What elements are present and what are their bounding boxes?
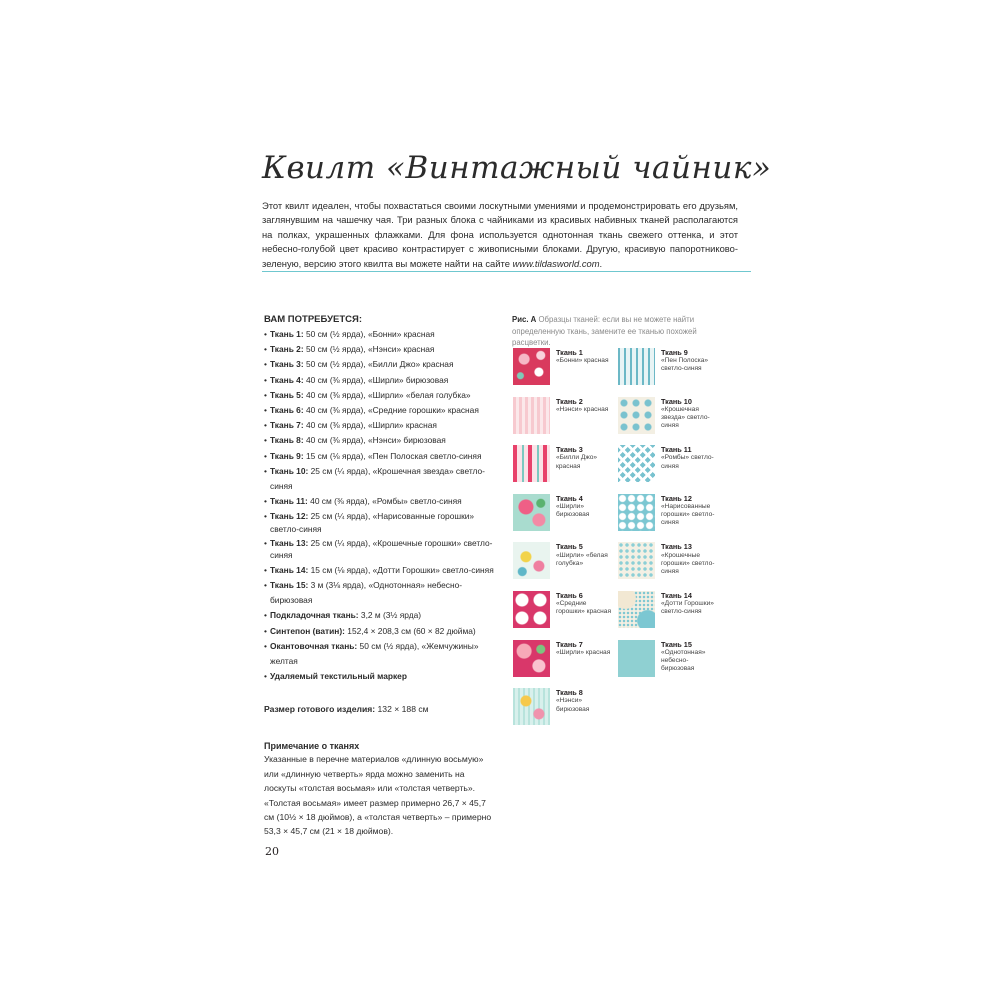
fabric-swatch-name: Ткань 4 xyxy=(556,493,583,503)
materials-item-name: Окантовочная ткань: xyxy=(270,640,358,651)
fabric-swatch-label xyxy=(661,641,719,674)
fabric-swatch-label xyxy=(661,592,719,617)
materials-item-name: Ткань 3: xyxy=(270,359,304,370)
fabric-swatch-label xyxy=(556,592,614,617)
fabric-swatch-7 xyxy=(513,640,550,677)
intro-text: Этот квилт идеален, чтобы похвастаться своими лоскутными умениями и продемонстрировать его друзьям, заглянувшим на чашечку чая. Три разных блока с чайниками из красивых набивных тканей располагаются на полках, украшенных флажками. Для фона используется однотонная ткань свежего оттенка, и этот небесно-голубой цвет красиво контрастирует с живописными блоками. Другую, красивую папоротниково-зеленую, версию этого квилта вы можете найти на сайте xyxy=(262,200,738,269)
intro-end: . xyxy=(599,257,603,269)
materials-item-desc: 3,2 м (3½ ярда) xyxy=(358,610,422,621)
fabric-swatch-label xyxy=(661,495,719,528)
materials-item-name: Удаляемый текстильный маркер xyxy=(270,671,407,682)
section-divider xyxy=(262,271,751,272)
fabric-swatch-label xyxy=(556,446,614,471)
fabric-swatch-3 xyxy=(513,445,550,482)
materials-item-desc: 50 см (½ ярда), «Билли Джо» красная xyxy=(303,359,454,370)
materials-item-desc: 40 см (⅜ ярда), «Нэнси» бирюзовая xyxy=(303,435,446,446)
fabric-swatch-label xyxy=(661,543,719,576)
materials-item-name: Ткань 2: xyxy=(270,344,304,355)
fabric-swatch-desc: «Нарисованные горошки» светло-синяя xyxy=(661,503,715,527)
materials-item xyxy=(264,669,496,684)
materials-item xyxy=(264,357,496,372)
fabric-swatch-8 xyxy=(513,688,550,725)
fabric-swatch-name: Ткань 5 xyxy=(556,542,583,552)
fabric-note-body: Указанные в перечне материалов «длинную восьмую» или «длинную четверть» ярда можно заменить на лоскуты «толстая восьмая» или «толстая четверть». «Толстая восьмая» имеет размер примерно 26,7 × 45,7 см (10½ × 18 дюймов), а «толстая четверть» – примерно 53,3 × 45,7 см (21 × 18 дюймов). xyxy=(264,754,492,837)
materials-list xyxy=(264,327,496,684)
fabric-swatch-13 xyxy=(618,542,655,579)
materials-item xyxy=(264,608,496,623)
fabric-swatch-desc: «Средние горошки» красная xyxy=(556,600,612,616)
fabric-swatch-desc: «Крошечные горошки» светло-синяя xyxy=(661,551,715,575)
fabric-swatch-name: Ткань 6 xyxy=(556,591,583,600)
fabric-swatch-name: Ткань 8 xyxy=(556,688,583,698)
fabric-swatch-desc: «Нэнси» бирюзовая xyxy=(556,697,590,713)
fabric-swatch-desc: «Однотонная» небесно-бирюзовая xyxy=(661,648,706,673)
materials-item-name: Ткань 1: xyxy=(270,329,304,339)
materials-item-desc: 15 см (⅛ ярда), «Дотти Горошки» светло-синяя xyxy=(308,564,494,575)
fabric-swatch-name: Ткань 10 xyxy=(661,396,692,406)
fabric-swatch-desc: «Билли Джо» красная xyxy=(556,454,598,470)
fabric-swatch-name: Ткань 1 xyxy=(556,348,583,357)
fabric-swatch-desc: «Ширли» красная xyxy=(556,648,611,656)
materials-item-desc: 25 см (¼ ярда), «Крошечные горошки» светло-синяя xyxy=(270,537,493,561)
materials-item-name: Синтепон (ватин): xyxy=(270,625,345,636)
materials-item-desc: 25 см (¼ ярда), «Нарисованные горошки» светло-синяя xyxy=(270,511,475,535)
fabric-swatch-14 xyxy=(618,591,655,628)
materials-item-desc: 40 см (⅜ ярда), «Ширли» «белая голубка» xyxy=(303,389,471,400)
fabric-swatch-label xyxy=(556,398,614,414)
materials-item-name: Ткань 6: xyxy=(270,405,304,416)
materials-item-desc: 40 см (⅜ ярда), «Ромбы» светло-синяя xyxy=(307,496,462,507)
fabric-swatch-11 xyxy=(618,445,655,482)
materials-item-desc: 40 см (⅜ ярда), «Средние горошки» красная xyxy=(303,405,479,416)
materials-item-desc: 15 см (⅛ ярда), «Пен Полоская светло-синяя xyxy=(303,450,482,461)
fabric-swatch-desc: «Ромбы» светло-синяя xyxy=(661,454,714,470)
fabric-swatch-name: Ткань 2 xyxy=(556,396,583,406)
intro-paragraph xyxy=(262,199,738,271)
materials-item-desc: 50 см (½ ярда), «Бонни» красная xyxy=(303,329,435,339)
materials-item-name: Ткань 12: xyxy=(270,511,309,522)
figure-caption xyxy=(512,314,737,349)
materials-item-desc: 3 м (3⅛ ярда), «Однотонная» небесно-бирюзовая xyxy=(270,580,463,606)
materials-item-name: Подкладочная ткань: xyxy=(270,610,359,621)
fabric-swatch-name: Ткань 15 xyxy=(661,639,692,649)
materials-item-desc: 50 см (½ ярда), «Жемчужины» желтая xyxy=(270,640,479,667)
materials-item xyxy=(264,510,496,535)
fabric-swatch-label xyxy=(556,495,614,520)
materials-item-name: Ткань 13: xyxy=(270,537,309,548)
materials-item-name: Ткань 9: xyxy=(270,450,304,461)
fabric-swatch-2 xyxy=(513,397,550,434)
materials-item-name: Ткань 14: xyxy=(270,564,309,575)
fabric-swatch-9 xyxy=(618,348,655,385)
page-title: Квилт «Винтажный чайник» xyxy=(262,150,772,186)
fabric-swatch-6 xyxy=(513,591,550,628)
fabric-swatch-4 xyxy=(513,494,550,531)
fabric-swatch-desc: «Дотти Горошки» светло-синяя xyxy=(661,600,714,616)
fabric-swatch-1 xyxy=(513,348,550,385)
fabric-swatch-name: Ткань 9 xyxy=(661,348,688,357)
materials-item xyxy=(264,433,496,448)
materials-item xyxy=(264,563,496,578)
materials-item xyxy=(264,449,496,464)
materials-item xyxy=(264,464,496,494)
fabric-swatch-name: Ткань 12 xyxy=(661,493,692,503)
materials-item-name: Ткань 5: xyxy=(270,389,304,400)
materials-item-desc: 152,4 × 208,3 см (60 × 82 дюйма) xyxy=(344,625,476,636)
materials-item-name: Ткань 10: xyxy=(270,465,309,476)
fabric-swatch-label xyxy=(556,641,614,657)
materials-item xyxy=(264,624,496,639)
fabric-swatch-label xyxy=(556,543,614,568)
fabric-swatch-name: Ткань 3 xyxy=(556,445,583,455)
fabric-swatch-label xyxy=(661,349,719,374)
materials-item xyxy=(264,494,496,509)
materials-item-desc: 40 см (⅜ ярда), «Ширли» бирюзовая xyxy=(303,374,449,385)
fabric-swatch-desc: «Бонни» красная xyxy=(556,357,609,365)
fabric-swatch-label xyxy=(661,398,719,431)
materials-item xyxy=(264,639,496,669)
materials-item xyxy=(264,537,496,562)
fabric-swatch-label xyxy=(661,446,719,471)
materials-item xyxy=(264,342,496,357)
fabric-swatch-label xyxy=(556,349,614,365)
fabric-swatch-desc: «Нэнси» красная xyxy=(556,405,609,413)
finished-size-label: Размер готового изделия: xyxy=(264,704,376,715)
materials-heading: ВАМ ПОТРЕБУЕТСЯ: xyxy=(264,314,362,325)
materials-item-name: Ткань 15: xyxy=(270,580,309,591)
materials-item xyxy=(264,327,496,342)
fabric-swatch-12 xyxy=(618,494,655,531)
fabric-swatch-name: Ткань 13 xyxy=(661,542,692,552)
materials-item-desc: 25 см (¼ ярда), «Крошечная звезда» светло-синяя xyxy=(270,465,485,492)
figure-caption-text: Образцы тканей: если вы не можете найти определенную ткань, замените ее тканью похожей расцветки. xyxy=(512,315,697,347)
materials-item-name: Ткань 8: xyxy=(270,435,304,446)
materials-item-name: Ткань 7: xyxy=(270,420,304,431)
fabric-swatch-15 xyxy=(618,640,655,677)
materials-item xyxy=(264,388,496,403)
fabric-swatch-desc: «Крошечная звезда» светло-синяя xyxy=(661,405,710,430)
materials-item-name: Ткань 4: xyxy=(270,374,304,385)
fabric-swatch-desc: «Пен Полоска» светло-синяя xyxy=(661,357,709,373)
fabric-swatch-name: Ткань 11 xyxy=(661,445,692,455)
materials-item xyxy=(264,418,496,433)
materials-item xyxy=(264,373,496,388)
materials-item-name: Ткань 11: xyxy=(270,496,308,507)
finished-size-value: 132 × 188 см xyxy=(375,704,429,715)
figure-label: Рис. А xyxy=(512,315,537,324)
website-link[interactable]: www.tildasworld.com xyxy=(512,257,600,269)
materials-column xyxy=(264,314,496,839)
materials-item-desc: 40 см (⅜ ярда), «Ширли» красная xyxy=(303,420,437,431)
fabric-swatch-label xyxy=(556,689,614,714)
fabric-swatch-desc: «Ширли» «белая голубка» xyxy=(556,551,608,567)
fabric-swatch-5 xyxy=(513,542,550,579)
fabric-swatch-desc: «Ширли» бирюзовая xyxy=(556,503,590,519)
fabric-swatch-10 xyxy=(618,397,655,434)
page-number: 20 xyxy=(265,845,279,858)
fabric-swatch-name: Ткань 14 xyxy=(661,591,692,600)
fabric-swatch-name: Ткань 7 xyxy=(556,639,583,649)
finished-size xyxy=(264,704,496,714)
materials-item-desc: 50 см (½ ярда), «Нэнси» красная xyxy=(303,344,435,355)
materials-item xyxy=(264,403,496,418)
fabric-note-heading: Примечание о тканях xyxy=(264,741,360,752)
materials-item xyxy=(264,578,496,608)
